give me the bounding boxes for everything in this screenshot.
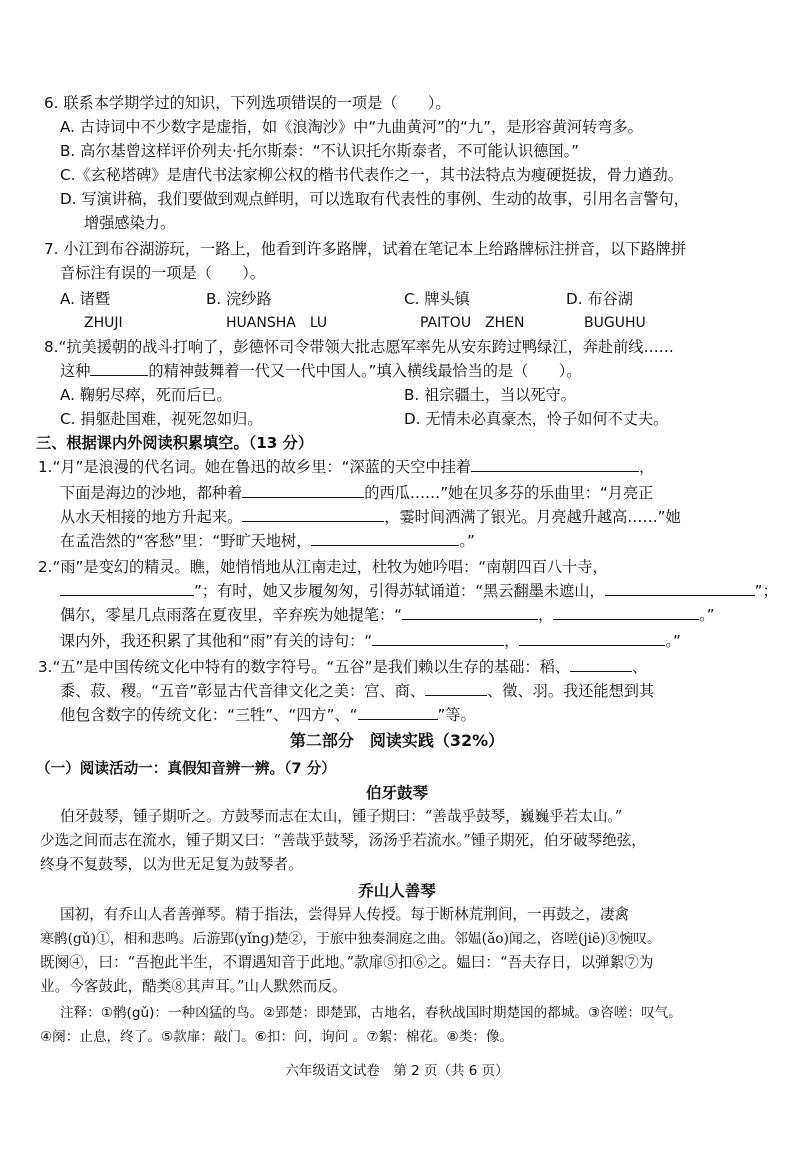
- q7-stem: 7. 小江到布谷湖游玩，一路上，他看到许多路牌，试着在笔记本上给路牌标注拼音，以下路牌拼: [44, 240, 687, 258]
- fill1-text4a: 在孟浩然的“客愁”里：“野旷天地树，: [60, 532, 312, 550]
- fill3-blank3[interactable]: [358, 705, 438, 720]
- q6-option-d: D. 写演讲稿，我们要做到观点鲜明，可以选取有代表性的事例、生动的故事，引用名言警句，: [60, 190, 689, 208]
- fill2-text3a: 偶尔，零星几点雨落在夏夜里，辛弃疾为她提笔：“: [60, 606, 402, 624]
- fill3-text1b: 、: [631, 658, 648, 676]
- fill3-text3b: ”等。: [437, 706, 476, 724]
- fill1-line2: [60, 482, 653, 504]
- fill1-line3: [60, 506, 681, 528]
- q8-option-c: C. 捐躯赴国难，视死忽如归。: [60, 410, 263, 428]
- fill2-blank4[interactable]: [553, 605, 699, 620]
- fill2-line4: [60, 630, 681, 652]
- fill1-blank4[interactable]: [311, 531, 459, 546]
- text2-line2: 寒鹘(gǔ)①，相和悲鸣。后游郢(yǐng)楚②，于旅中独奏洞庭之曲。邻媪(ǎo)闻之，咨嗟(jiē)③惋叹。: [40, 931, 661, 947]
- fill1-text2a: 下面是海边的沙地，都种着: [60, 484, 243, 502]
- fill1-blank3[interactable]: [242, 507, 384, 522]
- fill1-text1: 1.“月”是浪漫的代名词。她在鲁迅的故乡里：“深蓝的天空中挂着: [38, 458, 471, 476]
- q8-stem-prefix: 这种: [60, 362, 91, 380]
- fill2-text4c: 。”: [665, 632, 681, 650]
- q6-option-a: A. 古诗词中不少数字是虚指，如《浪淘沙》中“九曲黄河”的“九”，是形容黄河转弯多。: [60, 118, 643, 136]
- q8-answer-blank[interactable]: [90, 361, 148, 376]
- page-footer: 六年级语文试卷 第 2 页（共 6 页）: [285, 1063, 509, 1079]
- q7-stem-cont: 音标注有误的一项是（ ）。: [60, 264, 266, 282]
- fill2-text4b: ，: [504, 632, 520, 650]
- section-3-heading: 三、根据课内外阅读积累填空。（13 分）: [36, 434, 314, 452]
- text2-line3: 既阕④，曰：“吾抱此半生，不谓遇知音于此地。”款扉⑤扣⑥之。媪曰：“吾夫存日，以弹絮⑦为: [40, 954, 654, 971]
- activity-1-heading: （一）阅读活动一：真假知音辨一辨。（7 分）: [36, 760, 336, 777]
- q8-option-a: A. 鞠躬尽瘁，死而后已。: [60, 386, 232, 404]
- q7-option-d: D. 布谷湖: [566, 290, 633, 308]
- fill1-text1-end: ，: [638, 458, 655, 476]
- fill3-line3: [60, 704, 476, 726]
- fill2-blank1[interactable]: [60, 581, 194, 596]
- fill1-text3b: ，霎时间洒满了银光。月亮越升越高……”她: [384, 508, 681, 526]
- notes-line1: 注释：①鹘(gǔ)：一种凶猛的鸟。②郢楚：即楚郢，古地名，春秋战国时期楚国的都城。③咨嗟：叹气。: [60, 1005, 682, 1021]
- q7-option-b: B. 浣纱路: [206, 290, 272, 308]
- notes-line2: ④阕：止息，终了。⑤款扉：敲门。⑥扣：问，询问 。⑦絮：棉花。⑧类：像。: [40, 1029, 514, 1045]
- q7-option-a: A. 诸暨: [60, 290, 111, 308]
- fill3-text3a: 他包含数字的传统文化：“三牲”、“四方”、“: [60, 706, 358, 724]
- fill3-text1a: 3.“五”是中国传统文化中特有的数字符号。“五谷”是我们赖以生存的基础：稻、: [38, 658, 570, 676]
- q8-option-d: D. 无情未必真豪杰，怜子如何不丈夫。: [404, 410, 669, 428]
- fill1-blank1[interactable]: [471, 457, 639, 472]
- q6-option-b: B. 高尔基曾这样评价列夫·托尔斯泰：“不认识托尔斯泰者，不可能认识德国。”: [60, 142, 580, 160]
- fill3-line1: [38, 656, 647, 678]
- text1-line3: 终身不复鼓琴，以为世无足复为鼓琴者。: [40, 856, 303, 873]
- q7-option-c: C. 牌头镇: [404, 290, 470, 308]
- q6-option-d-cont: 增强感染力。: [84, 214, 176, 232]
- fill1-line4: [60, 530, 475, 552]
- fill2-blank6[interactable]: [519, 631, 665, 646]
- fill2-line2: [60, 580, 778, 602]
- q7-pinyin-a: ZHUJI: [84, 315, 123, 331]
- text2-line1: 国初，有乔山人者善弹琴。精于指法，尝得异人传授。每于断林荒荆间，一再鼓之，凄禽: [60, 906, 630, 923]
- fill2-text3b: ，: [538, 606, 554, 624]
- text2-title: 乔山人善琴: [358, 882, 436, 900]
- fill3-text2a: 黍、菽、稷。“五音”彰显古代音律文化之美：宫、商、: [60, 682, 426, 700]
- q7-pinyin-c: PAITOU ZHEN: [420, 315, 525, 331]
- fill3-blank1[interactable]: [570, 657, 632, 672]
- text2-line4: 业。今客鼓此，酷类⑧其声耳。”山人默然而反。: [40, 978, 347, 995]
- fill2-text2c: ”；: [754, 582, 778, 600]
- text1-line1: 伯牙鼓琴，锺子期听之。方鼓琴而志在太山，锺子期曰：“善哉乎鼓琴，巍巍乎若太山。”: [60, 808, 623, 825]
- fill2-text4a: 课内外，我还积累了其他和“雨”有关的诗句：“: [60, 632, 373, 650]
- fill2-blank5[interactable]: [372, 631, 504, 646]
- fill3-text2b: 、徵、羽。我还能想到其: [487, 682, 655, 700]
- fill3-line2: [60, 680, 654, 702]
- q7-pinyin-d: BUGUHU: [584, 315, 646, 331]
- fill1-text2b: 的西瓜……”她在贝多芬的乐曲里：“月亮正: [364, 484, 654, 502]
- fill3-blank2[interactable]: [425, 681, 487, 696]
- q7-pinyin-b: HUANSHA LU: [226, 315, 328, 331]
- q6-option-c: C.《玄秘塔碑》是唐代书法家柳公权的楷书代表作之一，其书法特点为瘦硬挺拔，骨力遒劲。: [60, 166, 683, 184]
- q8-stem: 8.“抗美援朝的战斗打响了，彭德怀司令带领大批志愿军率先从安东跨过鸭绿江，奔赴前线……: [44, 338, 674, 356]
- q6-stem: 6. 联系本学期学过的知识，下列选项错误的一项是（ ）。: [44, 94, 451, 112]
- q8-option-b: B. 祖宗疆土，当以死守。: [404, 386, 576, 404]
- q8-stem-suffix: 的精神鼓舞着一代又一代中国人。”填入横线最恰当的是（ ）。: [148, 362, 582, 380]
- fill1-text4b: 。”: [459, 532, 475, 550]
- part-2-title: 第二部分 阅读实践（32%）: [289, 731, 505, 750]
- fill2-text3c: 。”: [699, 606, 715, 624]
- fill2-line3: [60, 604, 715, 626]
- fill1-text3a: 从水天相接的地方升起来。: [60, 508, 243, 526]
- fill1-line1: [38, 456, 654, 478]
- fill2-blank2[interactable]: [605, 581, 755, 596]
- fill2-text2b: ”；有时，她又步履匆匆，引得苏轼诵道：“黑云翻墨未遮山，: [194, 582, 605, 600]
- fill2-blank3[interactable]: [402, 605, 538, 620]
- text1-title: 伯牙鼓琴: [365, 784, 428, 802]
- fill1-blank2[interactable]: [242, 483, 364, 498]
- fill2-line1: 2.“雨”是变幻的精灵。瞧，她悄悄地从江南走过，杜牧为她吟唱：“南朝四百八十寺，: [38, 558, 608, 576]
- text1-line2: 少选之间而志在流水，锺子期又曰：“善哉乎鼓琴，汤汤乎若流水。”锺子期死，伯牙破琴绝弦，: [40, 832, 646, 849]
- q8-stem-cont: [60, 360, 581, 382]
